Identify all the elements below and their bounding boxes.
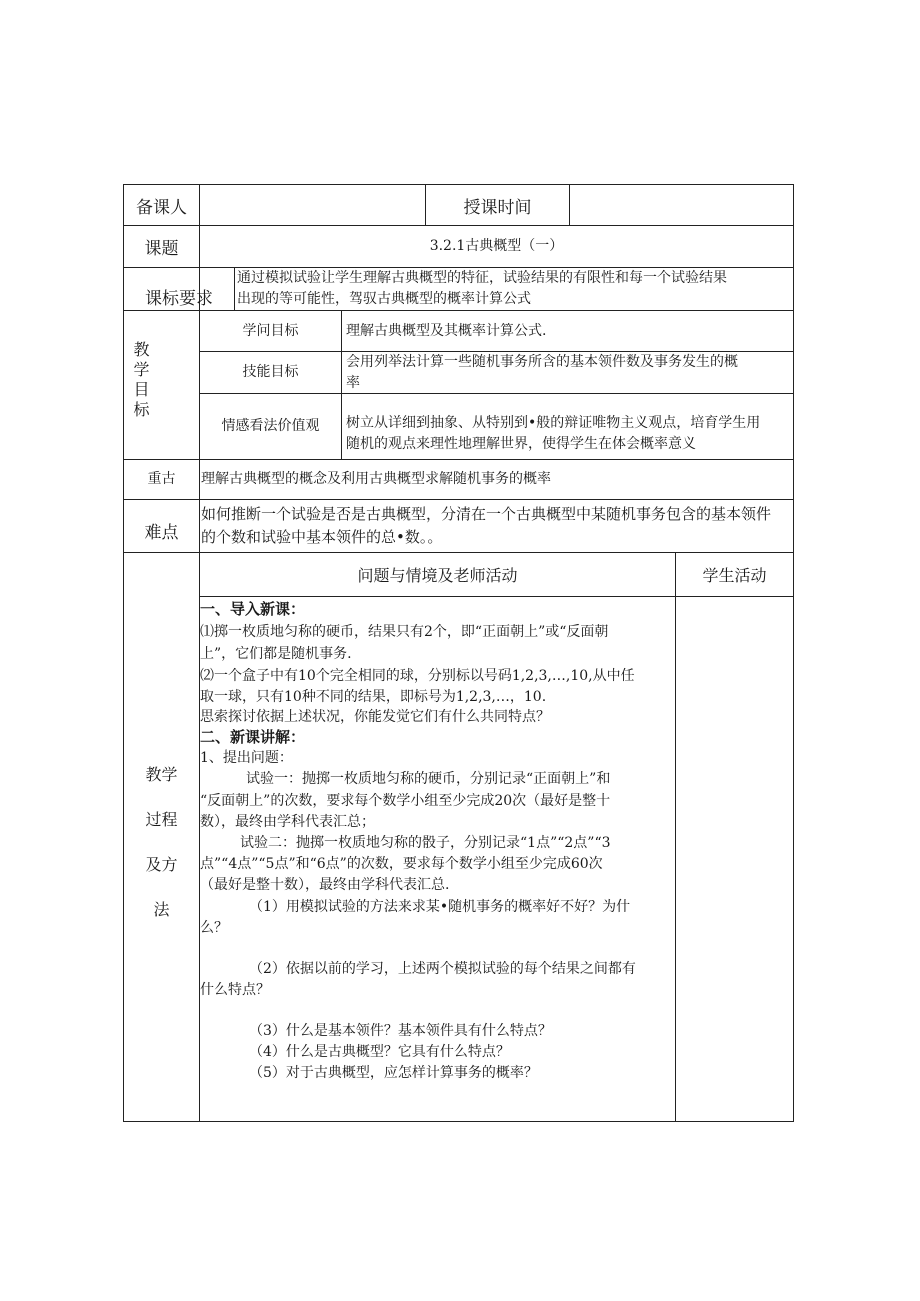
objective-text-skill <box>346 352 793 393</box>
process-label-part: 教学 <box>145 765 178 784</box>
preparer-label: 备课人 <box>136 197 187 218</box>
process-line: 上”，它们都是随机事务. <box>200 646 352 662</box>
objective-line: 树立从详细到抽象、从特别到•般的辩证唯物主义观点，培育学生用 <box>346 415 761 431</box>
process-line: 点”“4点”“5点”和“6点”的次数，要求每个数学小组至少完成60次 <box>200 856 603 872</box>
process-line: 数），最终由学科代表汇总； <box>200 814 375 830</box>
process-line: （5）对于古典概型，应怎样计算事务的概率？ <box>249 1065 538 1081</box>
topic-label: 课题 <box>144 239 179 259</box>
objective-name-attitude: 情感看法价值观 <box>221 418 320 434</box>
lesson-time-label: 授课时间 <box>463 197 532 218</box>
process-label <box>124 760 199 930</box>
standard-label: 课标要求 <box>145 288 213 309</box>
process-line: ⑴掷一枚质地匀称的硬币，结果只有2个，即“正面朝上”或“反面朝 <box>200 624 609 640</box>
objectives-label-char: 标 <box>133 400 150 419</box>
standard-text <box>237 268 793 310</box>
table-rule-v <box>234 267 235 311</box>
table-rule <box>123 499 793 500</box>
objective-line: 理解古典概型及其概率计算公式. <box>346 322 547 339</box>
difficulty-line: 的个数和试验中基本领件的总•数。。 <box>201 528 443 546</box>
process-line: （1）用模拟试验的方法来求某•随机事务的概率好不好？为什 <box>249 899 631 915</box>
key-point-label: 重古 <box>147 471 176 487</box>
teacher-activity-header: 问题与情境及老师活动 <box>357 566 518 585</box>
process-label-part: 及方 <box>145 855 178 874</box>
process-line: 1、提出问题： <box>200 750 293 766</box>
objective-line: 随机的观点来理性地理解世界，使得学生在体会概率意义 <box>346 436 696 452</box>
objective-line: 会用列举法计算一些随机事务所含的基本领件数及事务发生的概 <box>346 354 738 370</box>
objectives-label <box>124 340 199 440</box>
objectives-label-char: 目 <box>133 380 150 399</box>
process-line: 什么特点？ <box>200 982 270 998</box>
section-heading: 一、导入新课： <box>200 600 306 618</box>
table-border-bottom <box>123 1121 793 1122</box>
process-line: 么？ <box>200 920 228 936</box>
standard-line: 通过模拟试验让学生理解古典概型的特征，试验结果的有限性和每一个试验结果 <box>237 270 727 286</box>
process-line: ⑵一个盒子中有10个完全相同的球，分别标以号码1,2,3,…,10,从中任 <box>200 668 635 684</box>
objectives-label-char: 教 <box>133 340 150 359</box>
process-line: 思索探讨依据上述状况，你能发觉它们有什么共同特点？ <box>200 709 550 725</box>
objective-text-attitude <box>346 413 793 459</box>
process-line: 取一球，只有10种不同的结果，即标号为1,2,3,…，10. <box>200 689 547 705</box>
table-border-right <box>793 184 794 1122</box>
lesson-time-value <box>570 185 793 225</box>
objective-name-skill: 技能目标 <box>242 364 299 380</box>
process-line: （4）什么是古典概型？它具有什么特点？ <box>249 1044 510 1060</box>
process-line: （3）什么是基本领件？基本领件具有什么特点？ <box>249 1023 552 1039</box>
process-line: （2）依据以前的学习，上述两个模拟试验的每个结果之间都有 <box>249 961 636 977</box>
process-line: （最好是整十数），最终由学科代表汇总. <box>200 877 450 893</box>
difficulty-line: 如何推断一个试验是否是古典概型，分清在一个古典概型中某随机事务包含的基本领件 <box>201 505 772 523</box>
student-activity-content <box>676 597 793 1121</box>
process-line: “反面朝上”的次数，要求每个数学小组至少完成20次（最好是整十 <box>200 793 611 809</box>
process-label-part: 过程 <box>145 810 178 829</box>
table-rule-v <box>341 310 342 460</box>
objective-line: 率 <box>346 375 360 391</box>
process-line: 试验一：抛掷一枚质地匀称的硬币，分别记录“正面朝上”和 <box>246 771 611 787</box>
key-point-value: 理解古典概型的概念及利用古典概型求解随机事务的概率 <box>201 471 551 487</box>
difficulty-label: 难点 <box>144 522 179 543</box>
section-heading: 二、新课讲解： <box>200 728 306 746</box>
objective-text-knowledge <box>346 311 793 351</box>
table-border-left <box>123 184 124 1122</box>
topic-value: 3.2.1古典概型（一） <box>429 238 564 254</box>
objective-name-knowledge: 学问目标 <box>242 322 299 339</box>
process-line: 试验二：抛掷一枚质地匀称的骰子，分别记录“1点”“2点”“3 <box>240 835 611 851</box>
difficulty-text <box>201 503 793 552</box>
standard-line: 出现的等可能性，驾驭古典概型的概率计算公式 <box>237 291 531 307</box>
objectives-label-char: 学 <box>133 360 150 379</box>
student-activity-header: 学生活动 <box>702 566 767 585</box>
preparer-value <box>200 185 425 225</box>
process-label-part: 法 <box>153 900 170 919</box>
